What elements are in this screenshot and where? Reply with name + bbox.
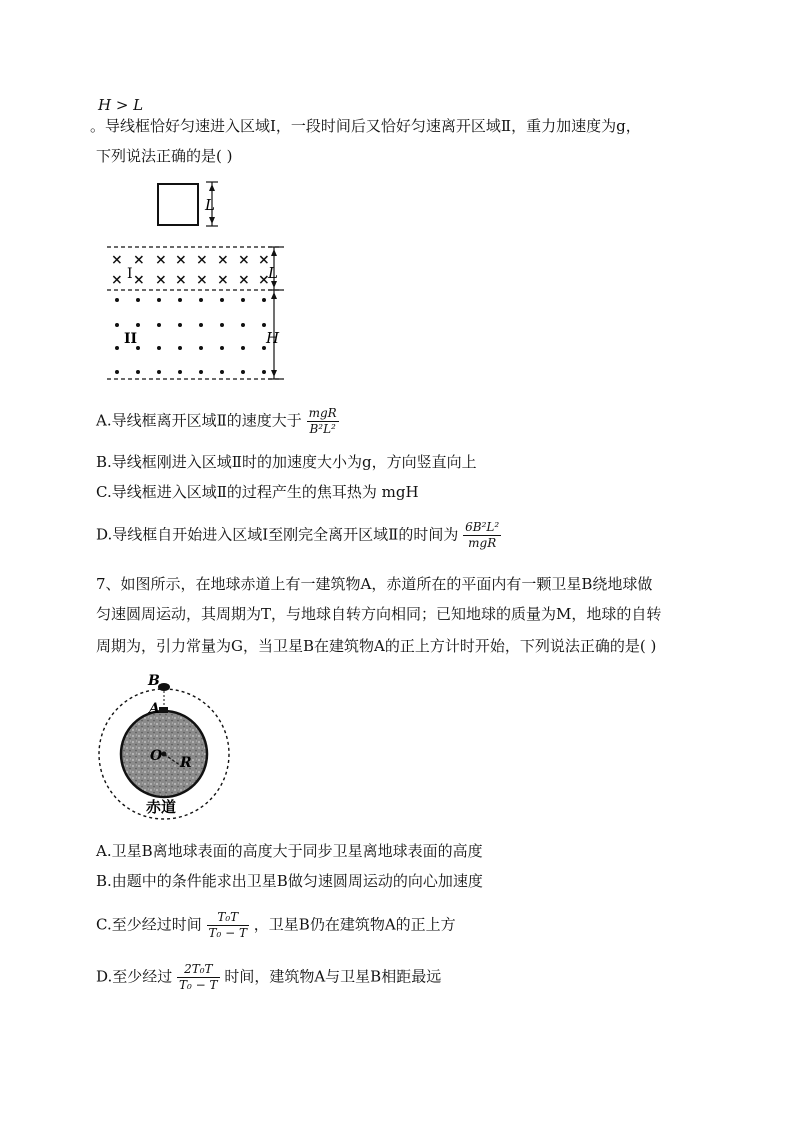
q6-option-c: C.导线框进入区域Ⅱ的过程产生的焦耳热为 mgH <box>96 483 419 501</box>
q6-option-d-fraction: $\frac{\text{6B²L²}}{\text{mgR}}$ <box>465 520 500 550</box>
q7-figure <box>96 668 246 828</box>
field-out-of-page <box>115 298 266 374</box>
svg-text:×: × <box>196 272 208 288</box>
svg-text:×: × <box>133 272 145 288</box>
q7-option-d-pre: D.至少经过 <box>96 967 173 986</box>
q7-stem-line3: 周期为，引力常量为G，当卫星B在建筑物A的正上方计时开始，下列说法正确的是( ) <box>96 637 657 655</box>
svg-text:×: × <box>196 252 208 268</box>
q6-option-a-fraction: $\frac{\text{mgR}}{\text{B²L²}}$ <box>308 406 337 436</box>
svg-text:×: × <box>258 272 270 288</box>
q6-option-a-text: A.导线框离开区域Ⅱ的速度大于 <box>96 411 302 430</box>
svg-text:×: × <box>111 252 123 268</box>
svg-text:×: × <box>175 252 187 268</box>
svg-text:×: × <box>111 272 123 288</box>
svg-text:×: × <box>217 272 229 288</box>
q7-option-c-fraction: $\frac{\text{T₀T}}{\text{T₀ − T}}$ <box>208 910 248 940</box>
region-2-label: II <box>124 331 138 347</box>
q7-option-a: A.卫星B离地球表面的高度大于同步卫星离地球表面的高度 <box>96 842 483 860</box>
q7-option-c-post: ，卫星B仍在建筑物A的正上方 <box>253 915 456 934</box>
svg-text:×: × <box>155 272 167 288</box>
label-l-mid: L <box>268 264 278 282</box>
label-h: H <box>266 329 280 347</box>
q6-option-a <box>96 406 339 437</box>
q7-option-c <box>96 910 456 941</box>
svg-text:×: × <box>258 252 270 268</box>
equator-caption: 赤道 <box>146 798 177 816</box>
field-into-page <box>111 252 270 288</box>
q6-option-b: B.导线框刚进入区域Ⅱ时的加速度大小为g，方向竖直向上 <box>96 453 477 471</box>
q7-option-b: B.由题中的条件能求出卫星B做匀速圆周运动的向心加速度 <box>96 872 483 890</box>
svg-text:×: × <box>238 252 250 268</box>
label-r: R <box>180 755 192 771</box>
q7-stem-line2: 匀速圆周运动，其周期为T，与地球自转方向相同；已知地球的质量为M，地球的自转 <box>96 605 662 623</box>
q7-option-c-pre: C.至少经过时间 <box>96 915 202 934</box>
wire-frame <box>158 184 198 225</box>
svg-text:×: × <box>155 252 167 268</box>
svg-text:×: × <box>238 272 250 288</box>
label-o: O <box>150 748 163 764</box>
q6-option-d-text: D.导线框自开始进入区域Ⅰ至刚完全离开区域Ⅱ的时间为 <box>96 525 459 544</box>
svg-text:×: × <box>217 252 229 268</box>
q6-option-d <box>96 520 501 551</box>
condition-h-greater-l: H > L <box>98 96 144 114</box>
q7-option-d-post: 时间，建筑物A与卫星B相距最远 <box>224 967 442 986</box>
q6-stem-line2: 下列说法正确的是( ) <box>96 147 233 165</box>
region-1-label: I <box>127 266 133 282</box>
label-l-top: L <box>205 196 215 214</box>
q6-stem-line1: 。导线框恰好匀速进入区域Ⅰ，一段时间后又恰好匀速离开区域Ⅱ，重力加速度为g， <box>90 117 641 135</box>
label-b: B <box>148 673 160 689</box>
svg-text:×: × <box>175 272 187 288</box>
q7-stem-line1: 7、如图所示，在地球赤道上有一建筑物A，赤道所在的平面内有一颗卫星B绕地球做 <box>96 575 653 593</box>
q7-option-d-fraction: $\frac{\text{2T₀T}}{\text{T₀ − T}}$ <box>179 962 218 992</box>
svg-text:×: × <box>133 252 145 268</box>
q7-option-d <box>96 962 441 993</box>
building-a <box>159 707 168 713</box>
q6-figure <box>90 168 300 393</box>
label-a: A <box>149 701 160 717</box>
